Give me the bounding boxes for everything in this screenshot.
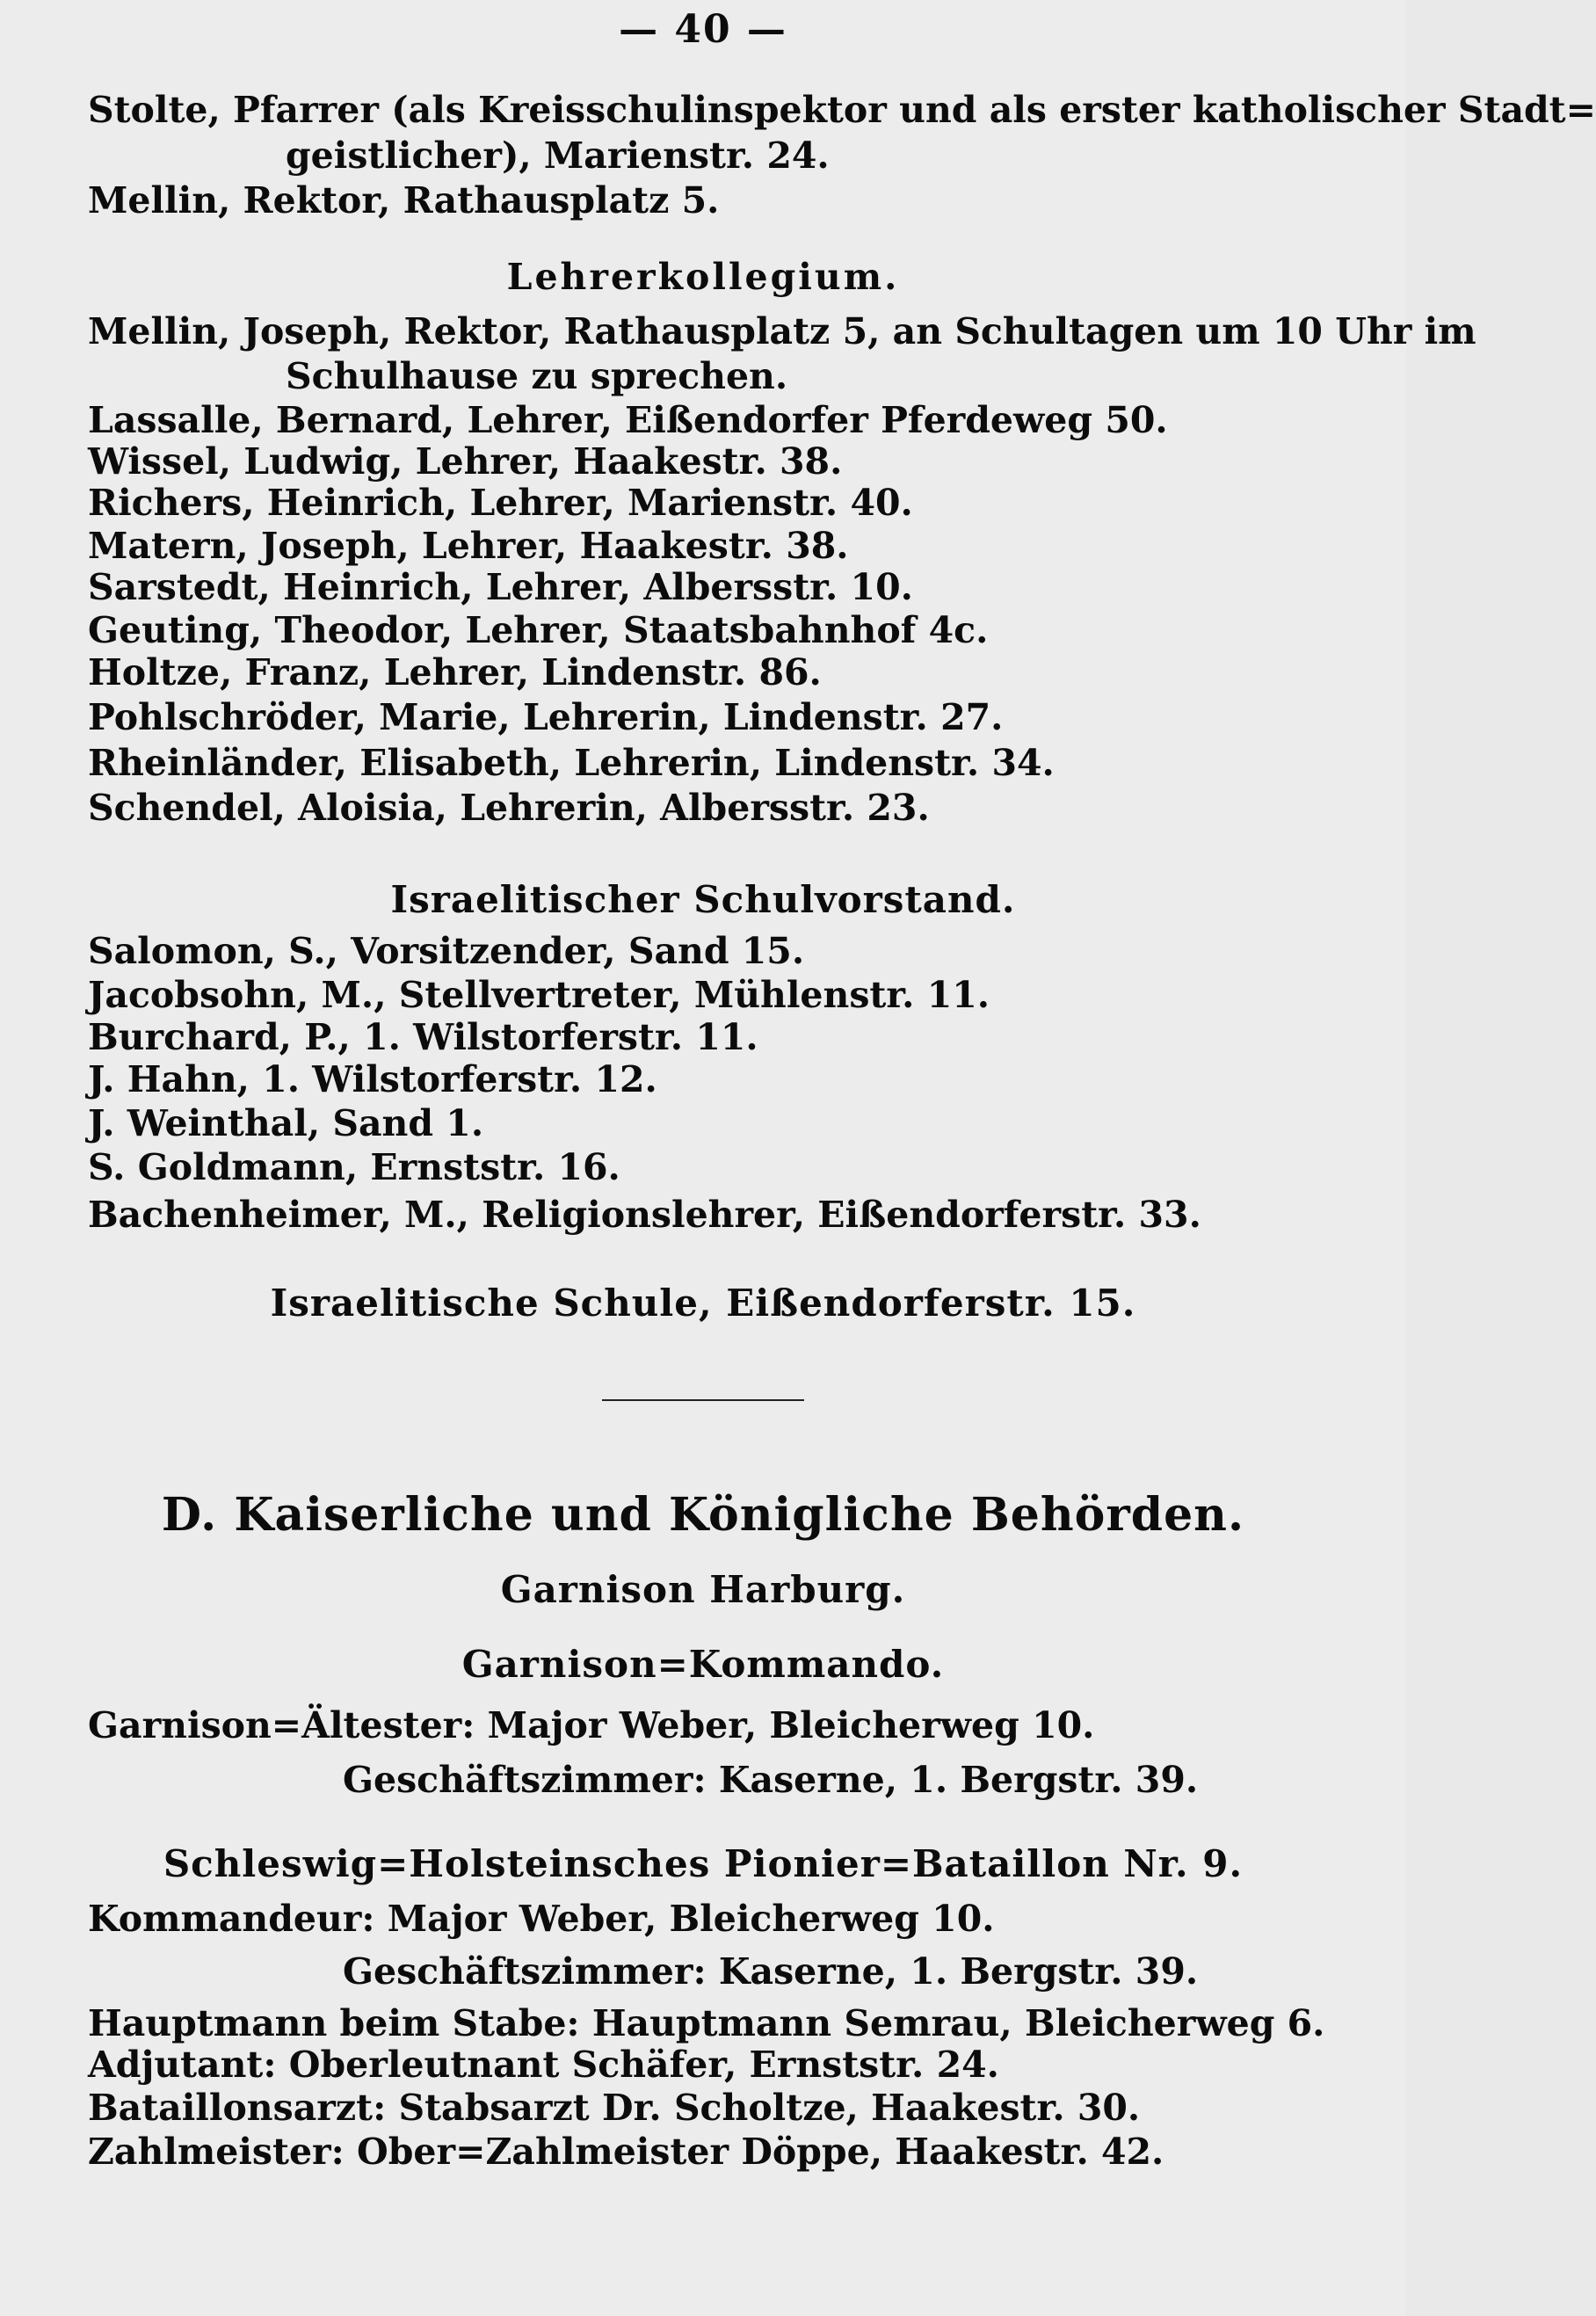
entry-geschaeftszimmer-1: Geschäftszimmer: Kaserne, 1. Bergstr. 39. <box>343 1759 1199 1801</box>
entry-mellin-joseph-cont: Schulhause zu sprechen. <box>286 355 788 397</box>
entry-stolte-cont: geistlicher), Marienstr. 24. <box>286 134 830 177</box>
entry-jacobsohn: Jacobsohn, M., Stellvertreter, Mühlenstr. 11. <box>88 974 990 1016</box>
entry-rheinlaender: Rheinländer, Elisabeth, Lehrerin, Lindenstr. 34. <box>88 742 1055 784</box>
entry-mellin-rektor: Mellin, Rektor, Rathausplatz 5. <box>88 179 720 221</box>
page-number: — 40 — <box>619 7 787 52</box>
entry-weinthal: J. Weinthal, Sand 1. <box>88 1102 484 1144</box>
heading-lehrerkollegium: Lehrerkollegium. <box>506 256 900 298</box>
heading-israelitischer-schulvorstand: Israelitischer Schulvorstand. <box>390 878 1016 921</box>
entry-zahlmeister: Zahlmeister: Ober=Zahlmeister Döppe, Haakestr. 42. <box>88 2131 1164 2173</box>
entry-goldmann: S. Goldmann, Ernststr. 16. <box>88 1146 620 1188</box>
entry-kommandeur: Kommandeur: Major Weber, Bleicherweg 10. <box>88 1898 995 1940</box>
entry-israelitische-schule: Israelitische Schule, Eißendorferstr. 15. <box>270 1281 1136 1325</box>
heading-behoerden: D. Kaiserliche und Königliche Behörden. <box>161 1488 1245 1542</box>
entry-matern: Matern, Joseph, Lehrer, Haakestr. 38. <box>88 525 849 567</box>
entry-schendel: Schendel, Aloisia, Lehrerin, Albersstr. 23. <box>88 787 930 829</box>
entry-lassalle: Lassalle, Bernard, Lehrer, Eißendorfer Pferdeweg 50. <box>88 399 1168 441</box>
heading-garnison-harburg: Garnison Harburg. <box>500 1568 906 1611</box>
heading-pionier-bataillon: Schleswig=Holsteinsches Pionier=Bataillon Nr. 9. <box>163 1842 1244 1885</box>
entry-hauptmann: Hauptmann beim Stabe: Hauptmann Semrau, Bleicherweg 6. <box>88 2002 1325 2044</box>
entry-adjutant: Adjutant: Oberleutnant Schäfer, Ernststr. 24. <box>88 2044 999 2086</box>
entry-garnison-aeltester: Garnison=Ältester: Major Weber, Bleicherweg 10. <box>88 1704 1095 1746</box>
entry-sarstedt: Sarstedt, Heinrich, Lehrer, Albersstr. 10. <box>88 566 913 608</box>
entry-wissel: Wissel, Ludwig, Lehrer, Haakestr. 38. <box>88 440 843 483</box>
entry-bataillonsarzt: Bataillonsarzt: Stabsarzt Dr. Scholtze, Haakestr. 30. <box>88 2087 1141 2129</box>
entry-mellin-joseph: Mellin, Joseph, Rektor, Rathausplatz 5, an Schultagen um 10 Uhr im <box>88 310 1476 352</box>
section-divider <box>602 1399 804 1401</box>
entry-burchard: Burchard, P., 1. Wilstorferstr. 11. <box>88 1016 758 1058</box>
entry-holtze: Holtze, Franz, Lehrer, Lindenstr. 86. <box>88 651 822 693</box>
entry-geuting: Geuting, Theodor, Lehrer, Staatsbahnhof 4c. <box>88 609 989 651</box>
entry-pohlschroeder: Pohlschröder, Marie, Lehrerin, Lindenstr. 27. <box>88 696 1004 738</box>
entry-salomon: Salomon, S., Vorsitzender, Sand 15. <box>88 930 805 972</box>
entry-geschaeftszimmer-2: Geschäftszimmer: Kaserne, 1. Bergstr. 39. <box>343 1950 1199 1993</box>
entry-stolte: Stolte, Pfarrer (als Kreisschulinspektor und als erster katholischer Stadt= <box>88 89 1596 131</box>
entry-richers: Richers, Heinrich, Lehrer, Marienstr. 40. <box>88 482 913 524</box>
entry-hahn: J. Hahn, 1. Wilstorferstr. 12. <box>88 1058 657 1100</box>
heading-garnison-kommando: Garnison=Kommando. <box>461 1643 945 1686</box>
entry-bachenheimer: Bachenheimer, M., Religionslehrer, Eißendorferstr. 33. <box>88 1194 1201 1236</box>
